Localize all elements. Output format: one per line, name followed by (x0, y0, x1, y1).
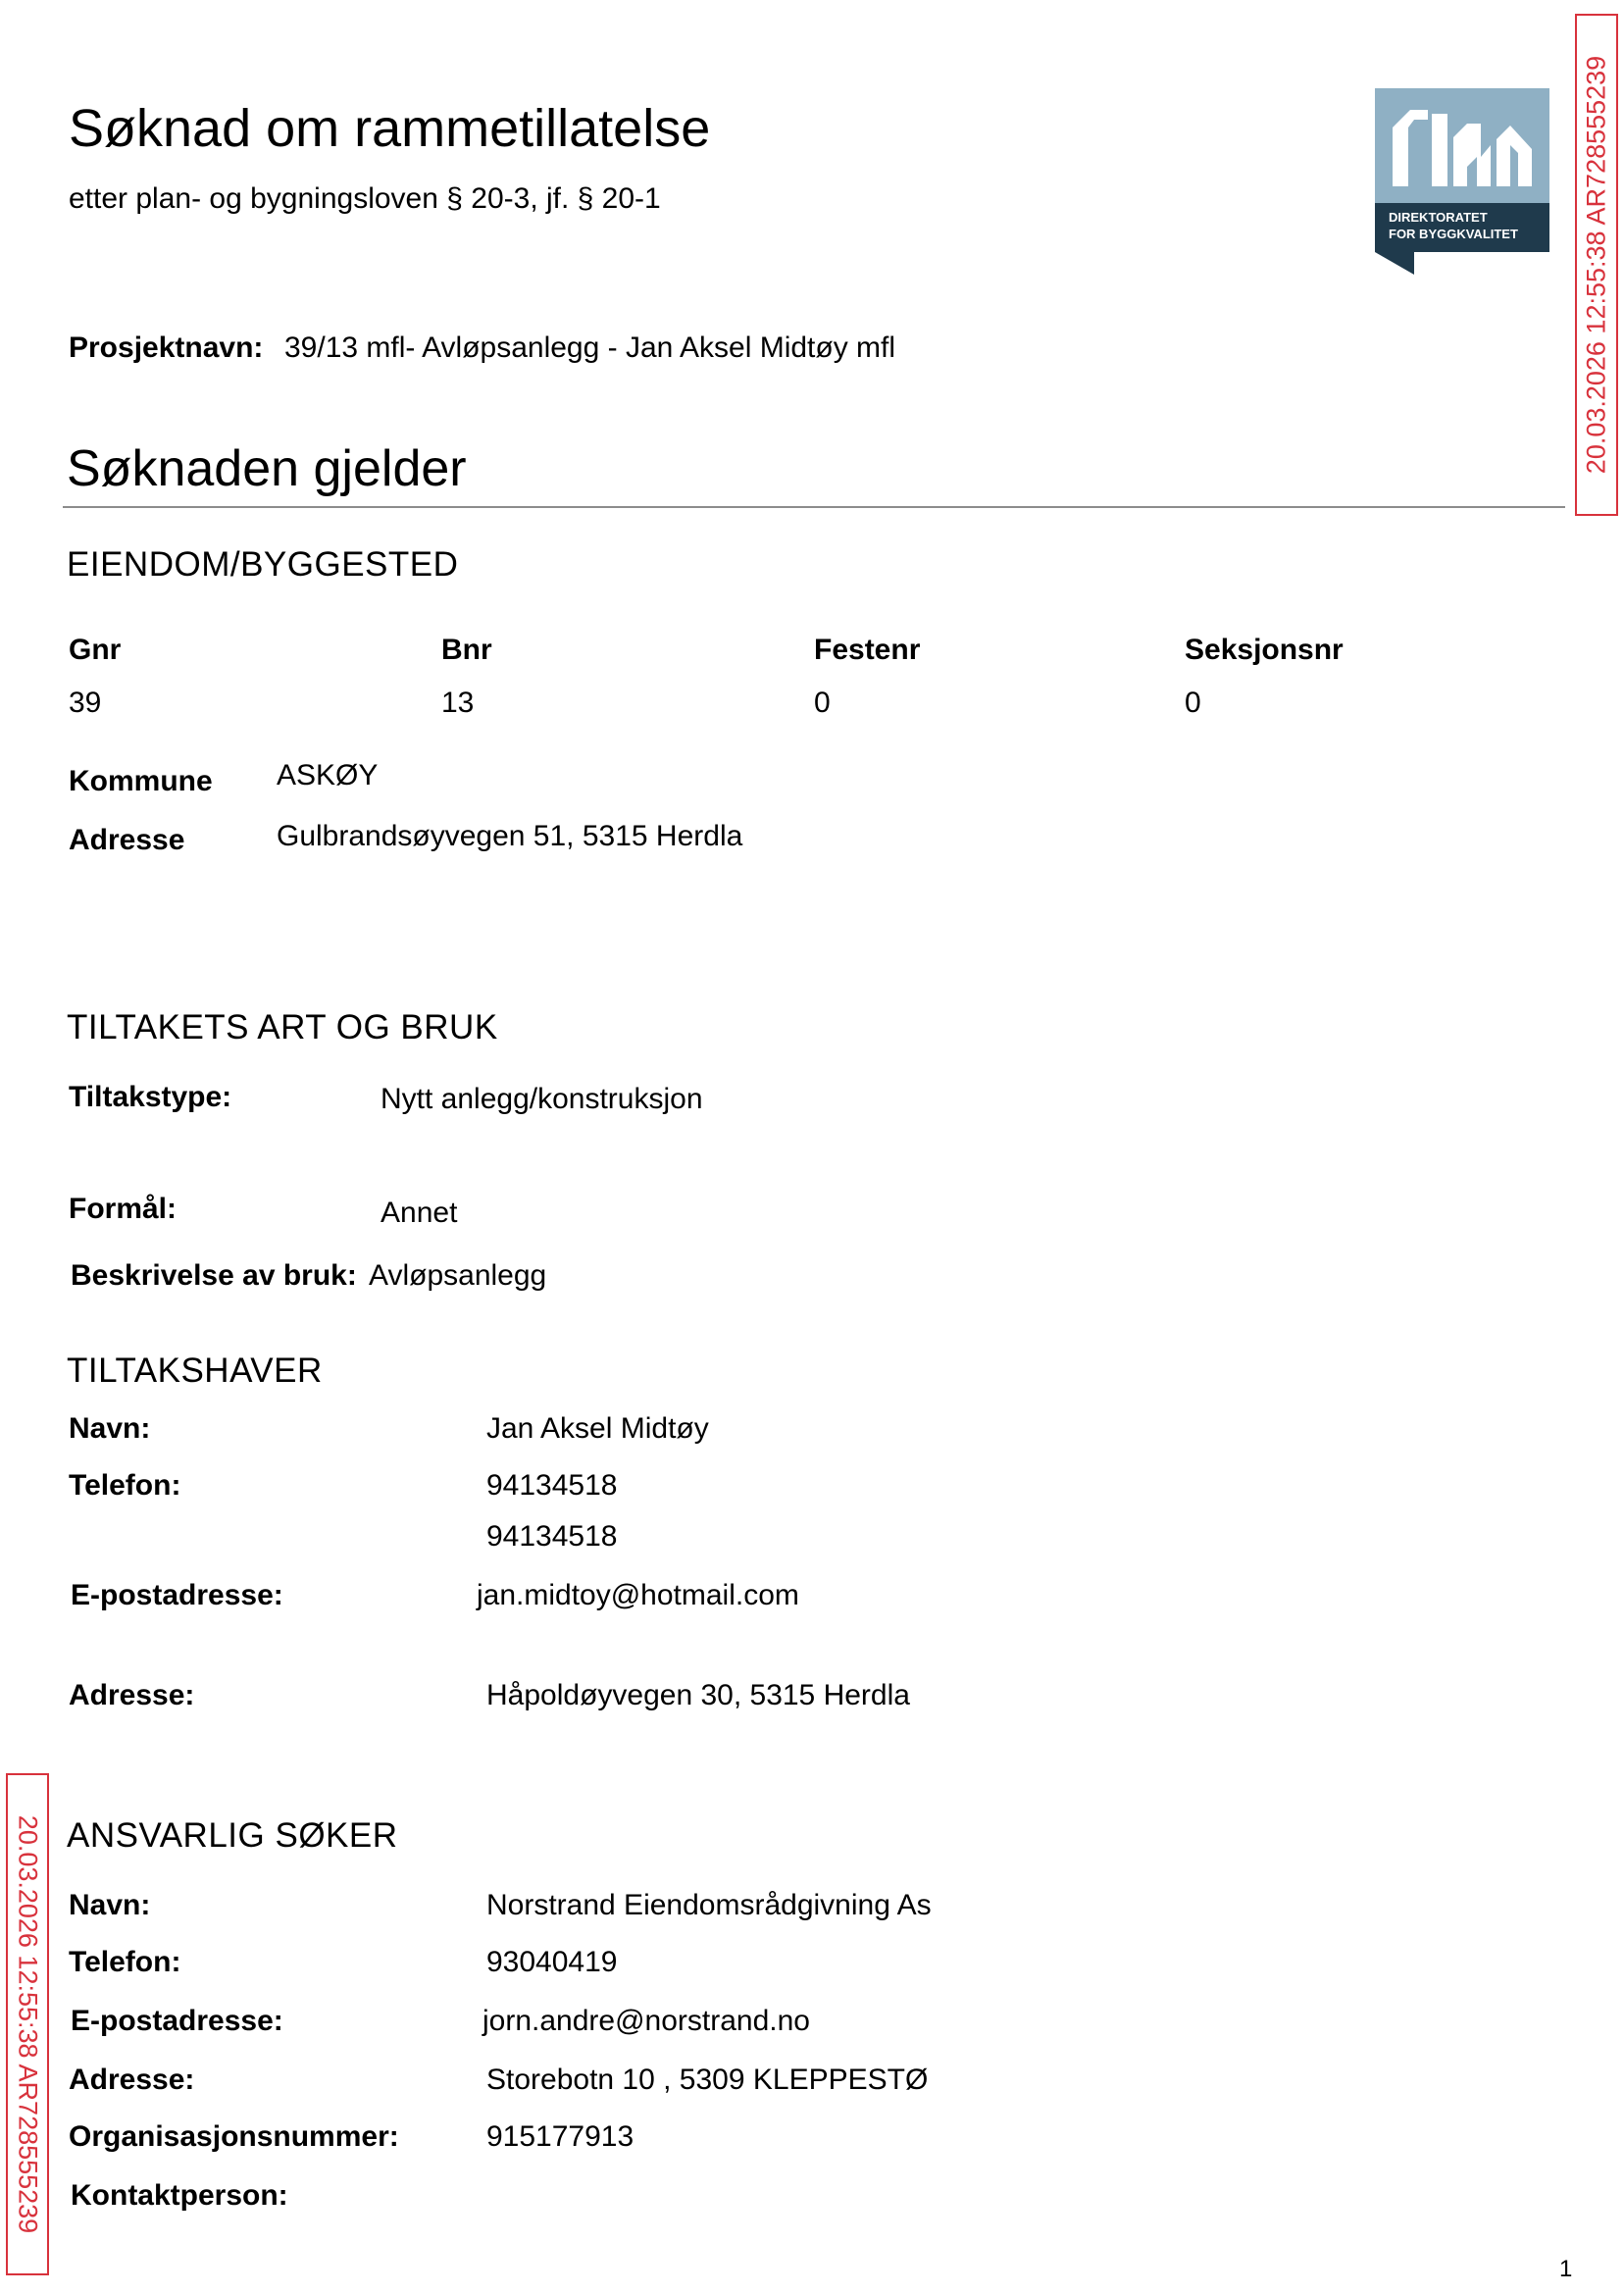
bnr-label: Bnr (441, 634, 492, 666)
soker-name-label: Navn: (69, 1889, 151, 1921)
project-name-label: Prosjektnavn: (69, 331, 264, 364)
property-address-value: Gulbrandsøyvegen 51, 5315 Herdla (277, 820, 743, 852)
soker-address-value: Storebotn 10 , 5309 KLEPPESTØ (486, 2064, 929, 2096)
logo-text-line1: DIREKTORATET (1389, 210, 1488, 225)
property-address-label: Adresse (69, 824, 185, 856)
logo-text-line2: FOR BYGGKVALITET (1389, 227, 1518, 241)
ansvarlig-soker-heading: ANSVARLIG SØKER (67, 1816, 398, 1855)
tiltakshaver-heading: TILTAKSHAVER (67, 1351, 323, 1390)
tiltakshaver-address-value: Håpoldøyvegen 30, 5315 Herdla (486, 1679, 910, 1711)
page-number: 1 (1559, 2256, 1573, 2282)
project-name-value: 39/13 mfl- Avløpsanlegg - Jan Aksel Midtøy mfl (284, 331, 896, 364)
tiltakshaver-email-label: E-postadresse: (71, 1579, 283, 1611)
kommune-value: ASKØY (277, 759, 379, 791)
kontaktperson-label: Kontaktperson: (71, 2179, 288, 2212)
soker-email-label: E-postadresse: (71, 2005, 283, 2037)
kommune-label: Kommune (69, 765, 213, 797)
seksjonsnr-value: 0 (1185, 687, 1201, 719)
formal-value: Annet (381, 1197, 458, 1229)
soker-email-value: jorn.andre@norstrand.no (482, 2005, 810, 2037)
tiltakshaver-phone-label: Telefon: (69, 1469, 181, 1502)
stamp-text-left: 20.03.2026 12:55:38 AR728555239 (13, 1814, 43, 2234)
soker-address-label: Adresse: (69, 2064, 195, 2096)
beskrivelse-label: Beskrivelse av bruk: (71, 1259, 357, 1292)
building-logo-icon (1375, 88, 1549, 275)
tiltakshaver-email-value: jan.midtoy@hotmail.com (477, 1579, 799, 1611)
section-divider (63, 506, 1565, 508)
tiltakstype-value: Nytt anlegg/konstruksjon (381, 1083, 703, 1115)
seksjonsnr-label: Seksjonsnr (1185, 634, 1344, 666)
document-title: Søknad om rammetillatelse (69, 99, 711, 158)
gnr-label: Gnr (69, 634, 122, 666)
orgnr-value: 915177913 (486, 2120, 634, 2153)
tiltakshaver-name-label: Navn: (69, 1412, 151, 1445)
gnr-value: 39 (69, 687, 102, 719)
dibk-logo (1375, 88, 1549, 275)
document-subtitle: etter plan- og bygningsloven § 20-3, jf. § 20-1 (69, 182, 661, 215)
stamp-text-right: 20.03.2026 12:55:38 AR728555239 (1581, 55, 1611, 475)
soker-phone-value: 93040419 (486, 1946, 618, 1978)
orgnr-label: Organisasjonsnummer: (69, 2120, 399, 2153)
tiltakshaver-name-value: Jan Aksel Midtøy (486, 1412, 709, 1445)
beskrivelse-value: Avløpsanlegg (369, 1259, 547, 1292)
formal-label: Formål: (69, 1193, 178, 1225)
tiltakshaver-address-label: Adresse: (69, 1679, 195, 1711)
festenr-value: 0 (814, 687, 831, 719)
tiltakstype-label: Tiltakstype: (69, 1081, 232, 1113)
received-stamp-right (1575, 14, 1618, 516)
soker-name-value: Norstrand Eiendomsrådgivning As (486, 1889, 932, 1921)
tiltakshaver-phone-value-1: 94134518 (486, 1469, 618, 1502)
section-title: Søknaden gjelder (67, 440, 467, 497)
received-stamp-left (6, 1773, 49, 2275)
festenr-label: Festenr (814, 634, 921, 666)
soker-phone-label: Telefon: (69, 1946, 181, 1978)
property-heading: EIENDOM/BYGGESTED (67, 545, 459, 584)
tiltak-heading: TILTAKETS ART OG BRUK (67, 1008, 498, 1046)
tiltakshaver-phone-value-2: 94134518 (486, 1520, 618, 1553)
bnr-value: 13 (441, 687, 475, 719)
